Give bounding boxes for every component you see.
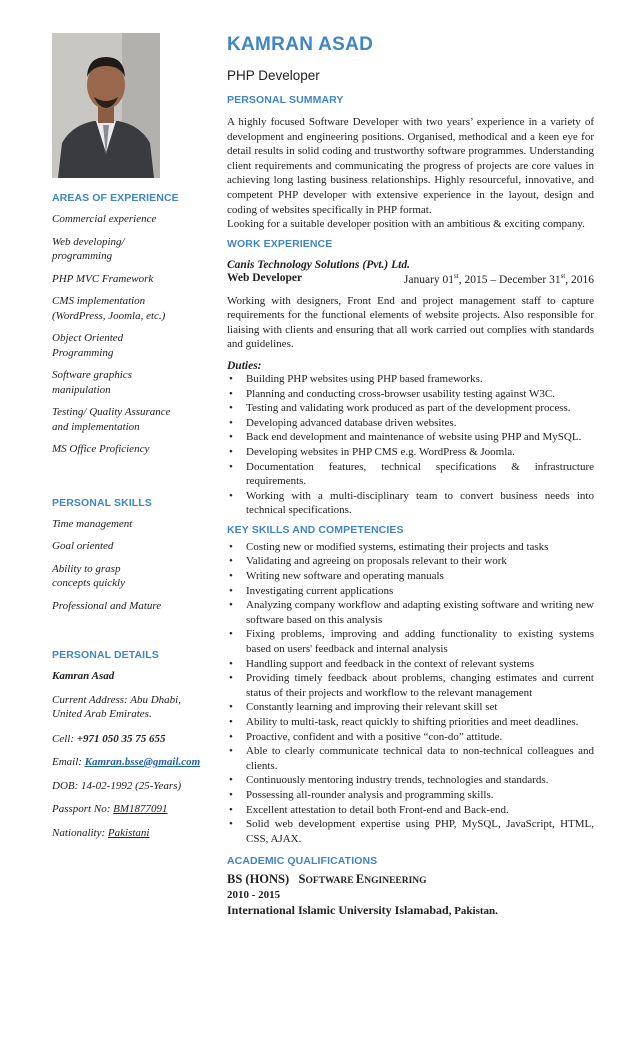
experience-heading: WORK EXPERIENCE xyxy=(227,237,333,250)
summary-heading: PERSONAL SUMMARY xyxy=(227,94,344,106)
key-skill-item: • Able to clearly communicate technical data to non-technical colleagues and clients. xyxy=(227,744,594,773)
degree: BS (HONS) xyxy=(227,872,290,887)
areas-item-line: and implementation xyxy=(52,420,140,433)
details-list xyxy=(52,669,212,840)
nationality-label: Nationality: xyxy=(52,826,108,839)
skills-list xyxy=(52,517,212,614)
summary-paragraph: A highly focused Software Developer with two years’ experience in a variety of development and engineering positions. Organised, methodical and a keen eye for detail results in solid coding and trustworthy software programmes. Understanding client requirements and communicating the progress of projects are core values in achieving long lasting business relationships. Highly resourceful, innovative, and competent PHP developer with extensive experience in the layout, design and coding of websites specifically in PHP format. xyxy=(227,116,594,216)
skills-item xyxy=(52,599,212,614)
candidate-role: PHP Developer xyxy=(227,68,320,83)
details-passport xyxy=(52,802,212,817)
job-title: Web Developer xyxy=(227,271,303,284)
date-start: January 01 xyxy=(403,273,455,286)
areas-heading: AREAS OF EXPERIENCE xyxy=(52,192,179,204)
skills-item-line: Time management xyxy=(52,517,133,530)
university-line xyxy=(227,903,594,918)
field-d: NGINEERING xyxy=(364,876,427,887)
areas-item xyxy=(52,212,212,227)
degree-line xyxy=(227,872,594,887)
key-skill-item: • Constantly learning and improving their relevant skill set xyxy=(227,700,594,715)
skills-item xyxy=(52,562,212,591)
skills-item-line: Professional and Mature xyxy=(52,599,162,612)
cell-label: Cell: xyxy=(52,732,77,745)
key-skill-item: • Ability to multi-task, react quickly to shifting priorities and meet deadlines. xyxy=(227,715,594,730)
key-skill-item: • Investigating current applications xyxy=(227,584,594,599)
candidate-name: KAMRAN ASAD xyxy=(227,34,374,55)
nationality-value: Pakistani xyxy=(107,826,150,839)
field-b: OFTWARE xyxy=(305,876,356,887)
details-dob: DOB: 14-02-1992 (25-Years) xyxy=(52,779,182,792)
areas-item-line: (WordPress, Joomla, etc.) xyxy=(52,309,166,322)
job-row xyxy=(227,272,594,286)
key-skill-item: • Proactive, confident and with a positive “con-do” attitude. xyxy=(227,730,594,745)
areas-item xyxy=(52,294,212,323)
areas-item-line: Software graphics xyxy=(52,369,132,381)
job-description: Working with designers, Front End and project management staff to capture requirements for the functional elements of website projects. Also responsible for liaising with clients and ensuring that all work carried out complies with standards and guidelines. xyxy=(227,294,594,351)
areas-item-line: Web developing/ xyxy=(52,235,125,248)
duty-item: • Developing advanced database driven websites. xyxy=(227,416,594,431)
field-a: S xyxy=(298,872,306,887)
passport-label: Passport No: xyxy=(52,803,114,815)
left-column xyxy=(52,33,212,840)
company-name: Canis Technology Solutions (Pvt.) Ltd. xyxy=(227,258,410,271)
address-line2: United Arab Emirates. xyxy=(52,708,152,720)
field-c: E xyxy=(355,872,365,887)
duty-item: • Planning and conducting cross-browser usability testing against W3C. xyxy=(227,387,594,402)
skills-item xyxy=(52,539,212,554)
summary-looking: Looking for a suitable developer position with an ambitious & exciting company. xyxy=(227,218,585,231)
university-location: , Pakistan. xyxy=(448,905,498,918)
skills-item xyxy=(52,517,212,532)
key-skill-item: • Possessing all-rounder analysis and programming skills. xyxy=(227,788,594,803)
areas-item xyxy=(52,272,212,287)
university: International Islamic University Islamabad xyxy=(227,903,449,918)
areas-item-line: MS Office Proficiency xyxy=(52,443,150,455)
duty-item: • Back end development and maintenance of website using PHP and MySQL. xyxy=(227,430,594,445)
right-column xyxy=(227,34,594,918)
date-end: , 2016 xyxy=(565,273,594,286)
email-label: Email: xyxy=(52,756,85,768)
duties-list xyxy=(227,372,594,518)
date-end-sup: st xyxy=(560,271,566,280)
areas-item-line: Programming xyxy=(52,346,114,359)
key-skill-item: • Solid web development expertise using PHP, MySQL, JavaScript, HTML, CSS, AJAX. xyxy=(227,817,594,846)
academic-years: 2010 - 2015 xyxy=(227,889,281,902)
key-skill-item: • Analyzing company workflow and adapting existing software and writing new software based on this analysis xyxy=(227,598,594,627)
areas-item xyxy=(52,331,212,360)
key-skill-item: • Excellent attestation to detail both Front-end and Back-end. xyxy=(227,803,594,818)
areas-item-line: CMS implementation xyxy=(52,295,146,307)
areas-item xyxy=(52,368,212,397)
key-skills-list xyxy=(227,540,594,846)
duty-item: • Building PHP websites using PHP based frameworks. xyxy=(227,372,594,387)
key-skill-item: • Providing timely feedback about problems, changing estimates and current status of their projects and workflow to the relevant management xyxy=(227,671,594,700)
key-skills-heading: KEY SKILLS AND COMPETENCIES xyxy=(227,523,404,536)
email-link[interactable]: Kamran.bsse@gmail.com xyxy=(84,756,201,768)
details-address xyxy=(52,693,212,722)
areas-item xyxy=(52,442,212,457)
date-start-sup: st xyxy=(454,271,459,280)
areas-item-line: programming xyxy=(52,250,113,262)
areas-item-line: Testing/ Quality Assurance xyxy=(52,406,171,418)
details-name: Kamran Asad xyxy=(52,670,115,682)
areas-item-line: Object Oriented xyxy=(52,332,124,344)
date-mid: , 2015 – December 31 xyxy=(458,273,561,286)
details-cell xyxy=(52,732,212,747)
person-silhouette-icon xyxy=(52,33,160,178)
job-dates xyxy=(404,272,594,286)
key-skill-item: • Fixing problems, improving and adding functionality to existing systems based on users' feedback and internal analysis xyxy=(227,627,594,656)
areas-item xyxy=(52,405,212,434)
key-skill-item: • Writing new software and operating manuals xyxy=(227,569,594,584)
details-heading: PERSONAL DETAILS xyxy=(52,649,159,661)
key-skill-item: • Handling support and feedback in the context of relevant systems xyxy=(227,657,594,672)
details-nationality xyxy=(52,826,212,841)
passport-value: BM1877091 xyxy=(113,803,168,815)
duty-item: • Testing and validating work produced as part of the development process. xyxy=(227,401,594,416)
profile-photo xyxy=(52,33,160,178)
areas-item-line: Commercial experience xyxy=(52,213,157,225)
duties-label: Duties: xyxy=(227,359,262,372)
key-skill-item: • Costing new or modified systems, estimating their projects and tasks xyxy=(227,540,594,555)
address-line1: Current Address: Abu Dhabi, xyxy=(52,693,181,706)
skills-item-line: Goal oriented xyxy=(52,540,114,552)
duty-item: • Working with a multi-disciplinary team to convert business needs into technical specifications. xyxy=(227,489,594,518)
skills-heading: PERSONAL SKILLS xyxy=(52,496,152,509)
areas-list xyxy=(52,212,212,457)
skills-item-line: concepts quickly xyxy=(52,577,125,589)
duty-item: • Documentation features, technical specifications & infrastructure requirements. xyxy=(227,460,594,489)
key-skill-item: • Continuously mentoring industry trends, technologies and standards. xyxy=(227,773,594,788)
skills-item-line: Ability to grasp xyxy=(52,562,121,575)
cell-value: +971 050 35 75 655 xyxy=(76,732,166,745)
areas-item-line: PHP MVC Framework xyxy=(52,272,154,285)
academic-heading: ACADEMIC QUALIFICATIONS xyxy=(227,855,378,868)
key-skill-item: • Validating and agreeing on proposals relevant to their work xyxy=(227,554,594,569)
areas-item xyxy=(52,235,212,264)
duty-item: • Developing websites in PHP CMS e.g. WordPress & Joomla. xyxy=(227,445,594,460)
areas-item-line: manipulation xyxy=(52,383,111,396)
details-email xyxy=(52,755,212,770)
